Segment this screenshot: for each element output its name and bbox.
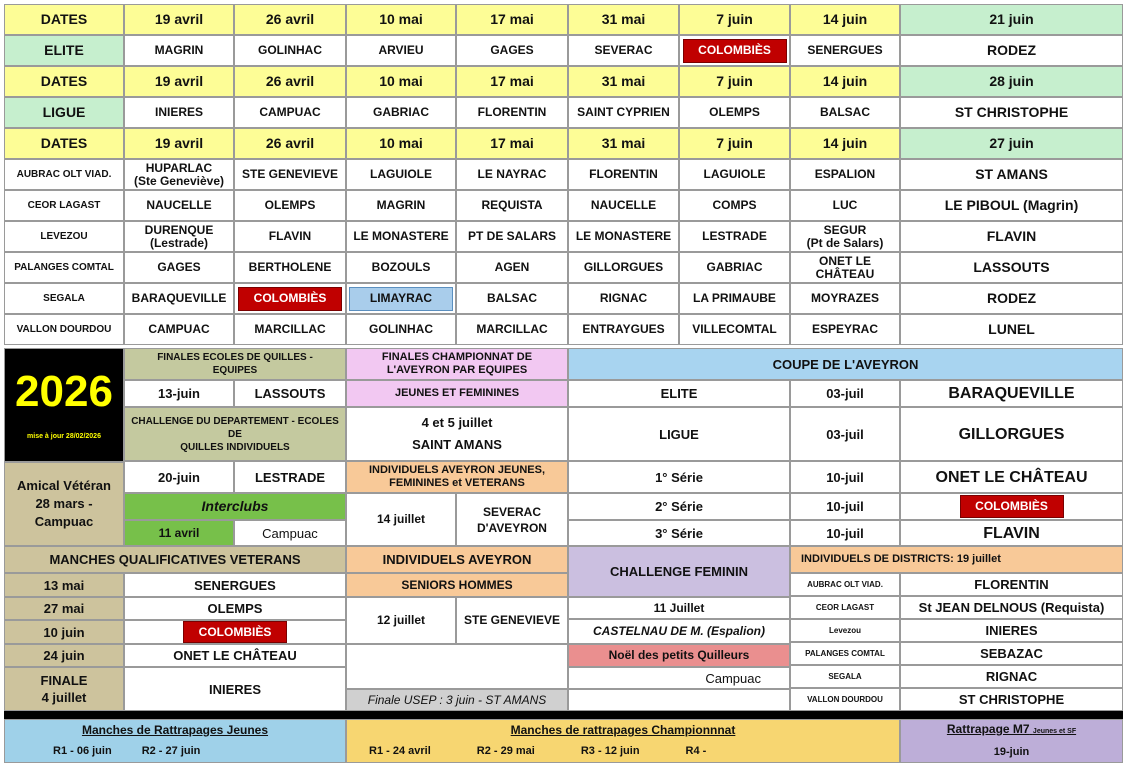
venue-cell: OLEMPS: [679, 97, 790, 128]
veteran-place: OLEMPS: [124, 597, 346, 620]
coupe-date: 10-juil: [790, 461, 900, 493]
venue-cell: MARCILLAC: [234, 314, 346, 345]
rattrapage-m7-date: 19-juin: [993, 746, 1030, 758]
rattrapage-jeunes-title: Manches de Rattrapages Jeunes: [81, 723, 269, 737]
rattrapage-champ-dates: [347, 745, 899, 758]
coupe-category: 1° Série: [568, 461, 790, 493]
date-cell: 27 juin: [900, 128, 1123, 159]
veteran-date: FINALE 4 juillet: [4, 667, 124, 711]
venue-cell: COMPS: [679, 190, 790, 221]
year-label: 2026: [15, 366, 113, 416]
venue-cell: FLAVIN: [900, 221, 1123, 252]
district-name: SEGALA: [790, 665, 900, 688]
venue-cell: NAUCELLE: [124, 190, 234, 221]
rattrapage-champ: [346, 719, 900, 763]
champ-equipes-sub: JEUNES ET FEMININES: [346, 380, 568, 407]
venue-cell: LE MONASTERE: [346, 221, 456, 252]
venue-cell: SENERGUES: [790, 35, 900, 66]
ecoles-place: LASSOUTS: [234, 380, 346, 407]
coupe-place: BARAQUEVILLE: [900, 380, 1123, 407]
date-cell: 19 avril: [124, 128, 234, 159]
highlight-badge: COLOMBIÈS: [683, 39, 787, 63]
venue-cell: LE NAYRAC: [456, 159, 568, 190]
update-note: mise à jour 28/02/2026: [27, 432, 101, 440]
rattrapage-m7-title-wrap: [947, 723, 1076, 738]
venue-cell: MAGRIN: [124, 35, 234, 66]
veteran-date: 27 mai: [4, 597, 124, 620]
venue-cell: GABRIAC: [679, 252, 790, 283]
rattrapage-jeunes-r2: R2 - 27 juin: [141, 745, 201, 757]
date-cell: 28 juin: [900, 66, 1123, 97]
venue-cell: HUPARLAC (Ste Geneviève): [124, 159, 234, 190]
date-cell: 14 juin: [790, 4, 900, 35]
venue-cell: [346, 283, 456, 314]
highlight-badge: COLOMBIÈS: [183, 621, 287, 643]
rattrapage-champ-r3: R3 - 12 juin: [580, 745, 640, 757]
venue-cell: GOLINHAC: [346, 314, 456, 345]
venue-cell: FLORENTIN: [568, 159, 679, 190]
venue-cell: FLORENTIN: [456, 97, 568, 128]
date-cell: 7 juin: [679, 128, 790, 159]
venue-cell: RODEZ: [900, 35, 1123, 66]
highlight-badge: COLOMBIÈS: [238, 287, 342, 311]
blank-cell-2: [568, 689, 790, 711]
veteran-date: 10 juin: [4, 620, 124, 644]
coupe-place: ONET LE CHÂTEAU: [900, 461, 1123, 493]
coupe-place: [900, 493, 1123, 520]
date-cell: 31 mai: [568, 128, 679, 159]
date-cell: 26 avril: [234, 66, 346, 97]
district-place: RIGNAC: [900, 665, 1123, 688]
row-label: LIGUE: [4, 97, 124, 128]
noel-title: Noël des petits Quilleurs: [568, 644, 790, 667]
venue-cell: STE GENEVIEVE: [234, 159, 346, 190]
row-label: VALLON DOURDOU: [4, 314, 124, 345]
venue-cell: FLAVIN: [234, 221, 346, 252]
veteran-date: 24 juin: [4, 644, 124, 667]
venue-cell: [679, 35, 790, 66]
venue-cell: ST CHRISTOPHE: [900, 97, 1123, 128]
dates-header: DATES: [4, 128, 124, 159]
row-label: ELITE: [4, 35, 124, 66]
bottom-divider: [4, 711, 1123, 719]
venue-cell: BOZOULS: [346, 252, 456, 283]
coupe-category: ELITE: [568, 380, 790, 407]
venue-cell: CAMPUAC: [234, 97, 346, 128]
coupe-place: GILLORGUES: [900, 407, 1123, 461]
rattrapage-m7: [900, 719, 1123, 763]
venue-cell: MARCILLAC: [456, 314, 568, 345]
venue-cell: ONET LE CHÂTEAU: [790, 252, 900, 283]
blank-cell: [346, 644, 568, 689]
interclubs-place: Campuac: [234, 520, 346, 546]
dates-header: DATES: [4, 4, 124, 35]
champ-equipes-info: [346, 407, 568, 461]
venue-cell: LUNEL: [900, 314, 1123, 345]
coupe-title: COUPE DE L'AVEYRON: [568, 348, 1123, 380]
venue-cell: DURENQUE (Lestrade): [124, 221, 234, 252]
venue-cell: GILLORGUES: [568, 252, 679, 283]
venue-cell: GABRIAC: [346, 97, 456, 128]
dates-header: DATES: [4, 66, 124, 97]
champ-equipes-title: FINALES CHAMPIONNAT DE L'AVEYRON PAR EQUIPES: [346, 348, 568, 380]
noel-place: Campuac: [568, 667, 790, 689]
manches-vet-title: MANCHES QUALIFICATIVES VETERANS: [4, 546, 346, 573]
district-name: PALANGES COMTAL: [790, 642, 900, 665]
venue-cell: RODEZ: [900, 283, 1123, 314]
row-label: SEGALA: [4, 283, 124, 314]
interclubs-date: 11 avril: [124, 520, 234, 546]
date-cell: 7 juin: [679, 66, 790, 97]
rattrapage-m7-title-small: Jeunes et SF: [1032, 728, 1077, 735]
venue-cell: BALSAC: [790, 97, 900, 128]
challenge-dep-date: 20-juin: [124, 461, 234, 493]
coupe-category: 2° Série: [568, 493, 790, 520]
venue-cell: SAINT CYPRIEN: [568, 97, 679, 128]
venue-cell: VILLECOMTAL: [679, 314, 790, 345]
district-name: Levezou: [790, 619, 900, 642]
venue-cell: REQUISTA: [456, 190, 568, 221]
date-cell: 17 mai: [456, 66, 568, 97]
challenge-dep-title: CHALLENGE DU DEPARTEMENT - ECOLES DE QUILLES INDIVIDUELS: [124, 407, 346, 461]
rattrapage-m7-title: Rattrapage M7: [946, 722, 1030, 736]
date-cell: 7 juin: [679, 4, 790, 35]
coupe-date: 10-juil: [790, 493, 900, 520]
veteran-place: INIERES: [124, 667, 346, 711]
venue-cell: CAMPUAC: [124, 314, 234, 345]
date-cell: 10 mai: [346, 128, 456, 159]
date-cell: 10 mai: [346, 4, 456, 35]
indiv-seniors-title: INDIVIDUELS AVEYRON: [346, 546, 568, 573]
usep-note: Finale USEP : 3 juin - ST AMANS: [346, 689, 568, 711]
district-place: FLORENTIN: [900, 573, 1123, 596]
venue-cell: LE MONASTERE: [568, 221, 679, 252]
venue-cell: PT DE SALARS: [456, 221, 568, 252]
amical-veteran: Amical Vétéran 28 mars - Campuac: [4, 462, 124, 546]
coupe-date: 10-juil: [790, 520, 900, 546]
venue-cell: BERTHOLENE: [234, 252, 346, 283]
rattrapage-champ-r2: R2 - 29 mai: [476, 745, 535, 757]
district-place: SEBAZAC: [900, 642, 1123, 665]
district-place: ST CHRISTOPHE: [900, 688, 1123, 711]
venue-cell: LAGUIOLE: [679, 159, 790, 190]
veteran-place: [124, 620, 346, 644]
venue-cell: MAGRIN: [346, 190, 456, 221]
venue-cell: SEVERAC: [568, 35, 679, 66]
indiv-districts-title: INDIVIDUELS DE DISTRICTS: 19 juillet: [790, 546, 1123, 573]
date-cell: 26 avril: [234, 128, 346, 159]
indiv-jeunes-place: SEVERAC D'AVEYRON: [456, 493, 568, 546]
indiv-seniors-place: STE GENEVIEVE: [456, 597, 568, 644]
highlight-badge: LIMAYRAC: [349, 287, 453, 311]
venue-cell: AGEN: [456, 252, 568, 283]
veteran-place: SENERGUES: [124, 573, 346, 597]
date-cell: 17 mai: [456, 4, 568, 35]
venue-cell: [234, 283, 346, 314]
highlight-badge: COLOMBIÈS: [960, 495, 1064, 518]
venue-cell: ST AMANS: [900, 159, 1123, 190]
challenge-fem-title: CHALLENGE FEMININ: [568, 546, 790, 597]
venue-cell: MOYRAZES: [790, 283, 900, 314]
coupe-place: FLAVIN: [900, 520, 1123, 546]
venue-cell: GOLINHAC: [234, 35, 346, 66]
date-cell: 31 mai: [568, 66, 679, 97]
row-label: CEOR LAGAST: [4, 190, 124, 221]
coupe-category: LIGUE: [568, 407, 790, 461]
venue-cell: ESPALION: [790, 159, 900, 190]
date-cell: 14 juin: [790, 66, 900, 97]
challenge-fem-place: CASTELNAU DE M. (Espalion): [568, 619, 790, 644]
date-cell: 17 mai: [456, 128, 568, 159]
date-cell: 21 juin: [900, 4, 1123, 35]
indiv-jeunes-title: INDIVIDUELS AVEYRON JEUNES, FEMININES et VETERANS: [346, 461, 568, 493]
year-block: [4, 348, 124, 462]
rattrapage-champ-title: Manches de rattrapages Championnnat: [510, 723, 736, 737]
venue-cell: NAUCELLE: [568, 190, 679, 221]
coupe-category: 3° Série: [568, 520, 790, 546]
venue-cell: LESTRADE: [679, 221, 790, 252]
venue-cell: GAGES: [124, 252, 234, 283]
indiv-jeunes-date: 14 juillet: [346, 493, 456, 546]
row-label: LEVEZOU: [4, 221, 124, 252]
date-cell: 19 avril: [124, 4, 234, 35]
indiv-seniors-sub: SENIORS HOMMES: [346, 573, 568, 597]
venue-cell: RIGNAC: [568, 283, 679, 314]
coupe-date: 03-juil: [790, 380, 900, 407]
date-cell: 14 juin: [790, 128, 900, 159]
veteran-place: ONET LE CHÂTEAU: [124, 644, 346, 667]
district-name: CEOR LAGAST: [790, 596, 900, 619]
rattrapage-jeunes: [4, 719, 346, 763]
venue-cell: ENTRAYGUES: [568, 314, 679, 345]
district-place: INIERES: [900, 619, 1123, 642]
date-cell: 19 avril: [124, 66, 234, 97]
district-name: VALLON DOURDOU: [790, 688, 900, 711]
venue-cell: LA PRIMAUBE: [679, 283, 790, 314]
venue-cell: LUC: [790, 190, 900, 221]
district-name: AUBRAC OLT VIAD.: [790, 573, 900, 596]
venue-cell: LAGUIOLE: [346, 159, 456, 190]
venue-cell: LASSOUTS: [900, 252, 1123, 283]
date-cell: 31 mai: [568, 4, 679, 35]
rattrapage-jeunes-dates: [5, 745, 345, 758]
venue-cell: SEGUR (Pt de Salars): [790, 221, 900, 252]
challenge-dep-place: LESTRADE: [234, 461, 346, 493]
row-label: PALANGES COMTAL: [4, 252, 124, 283]
venue-cell: LE PIBOUL (Magrin): [900, 190, 1123, 221]
ecoles-title: FINALES ECOLES DE QUILLES - EQUIPES: [124, 348, 346, 380]
venue-cell: GAGES: [456, 35, 568, 66]
venue-cell: INIERES: [124, 97, 234, 128]
coupe-date: 03-juil: [790, 407, 900, 461]
ecoles-date: 13-juin: [124, 380, 234, 407]
champ-equipes-date: 4 et 5 juillet: [421, 415, 493, 430]
venue-cell: BARAQUEVILLE: [124, 283, 234, 314]
rattrapage-jeunes-r1: R1 - 06 juin: [53, 745, 112, 757]
interclubs-title: Interclubs: [124, 493, 346, 520]
champ-equipes-place: SAINT AMANS: [412, 437, 502, 452]
indiv-seniors-date: 12 juillet: [346, 597, 456, 644]
venue-cell: BALSAC: [456, 283, 568, 314]
rattrapage-champ-r1: R1 - 24 avril: [369, 745, 431, 757]
row-label: AUBRAC OLT VIAD.: [4, 159, 124, 190]
venue-cell: ESPEYRAC: [790, 314, 900, 345]
venue-cell: OLEMPS: [234, 190, 346, 221]
veteran-date: 13 mai: [4, 573, 124, 597]
venue-cell: ARVIEU: [346, 35, 456, 66]
date-cell: 10 mai: [346, 66, 456, 97]
date-cell: 26 avril: [234, 4, 346, 35]
rattrapage-champ-r4: R4 -: [685, 745, 707, 757]
district-place: St JEAN DELNOUS (Requista): [900, 596, 1123, 619]
challenge-fem-date: 11 Juillet: [568, 597, 790, 619]
